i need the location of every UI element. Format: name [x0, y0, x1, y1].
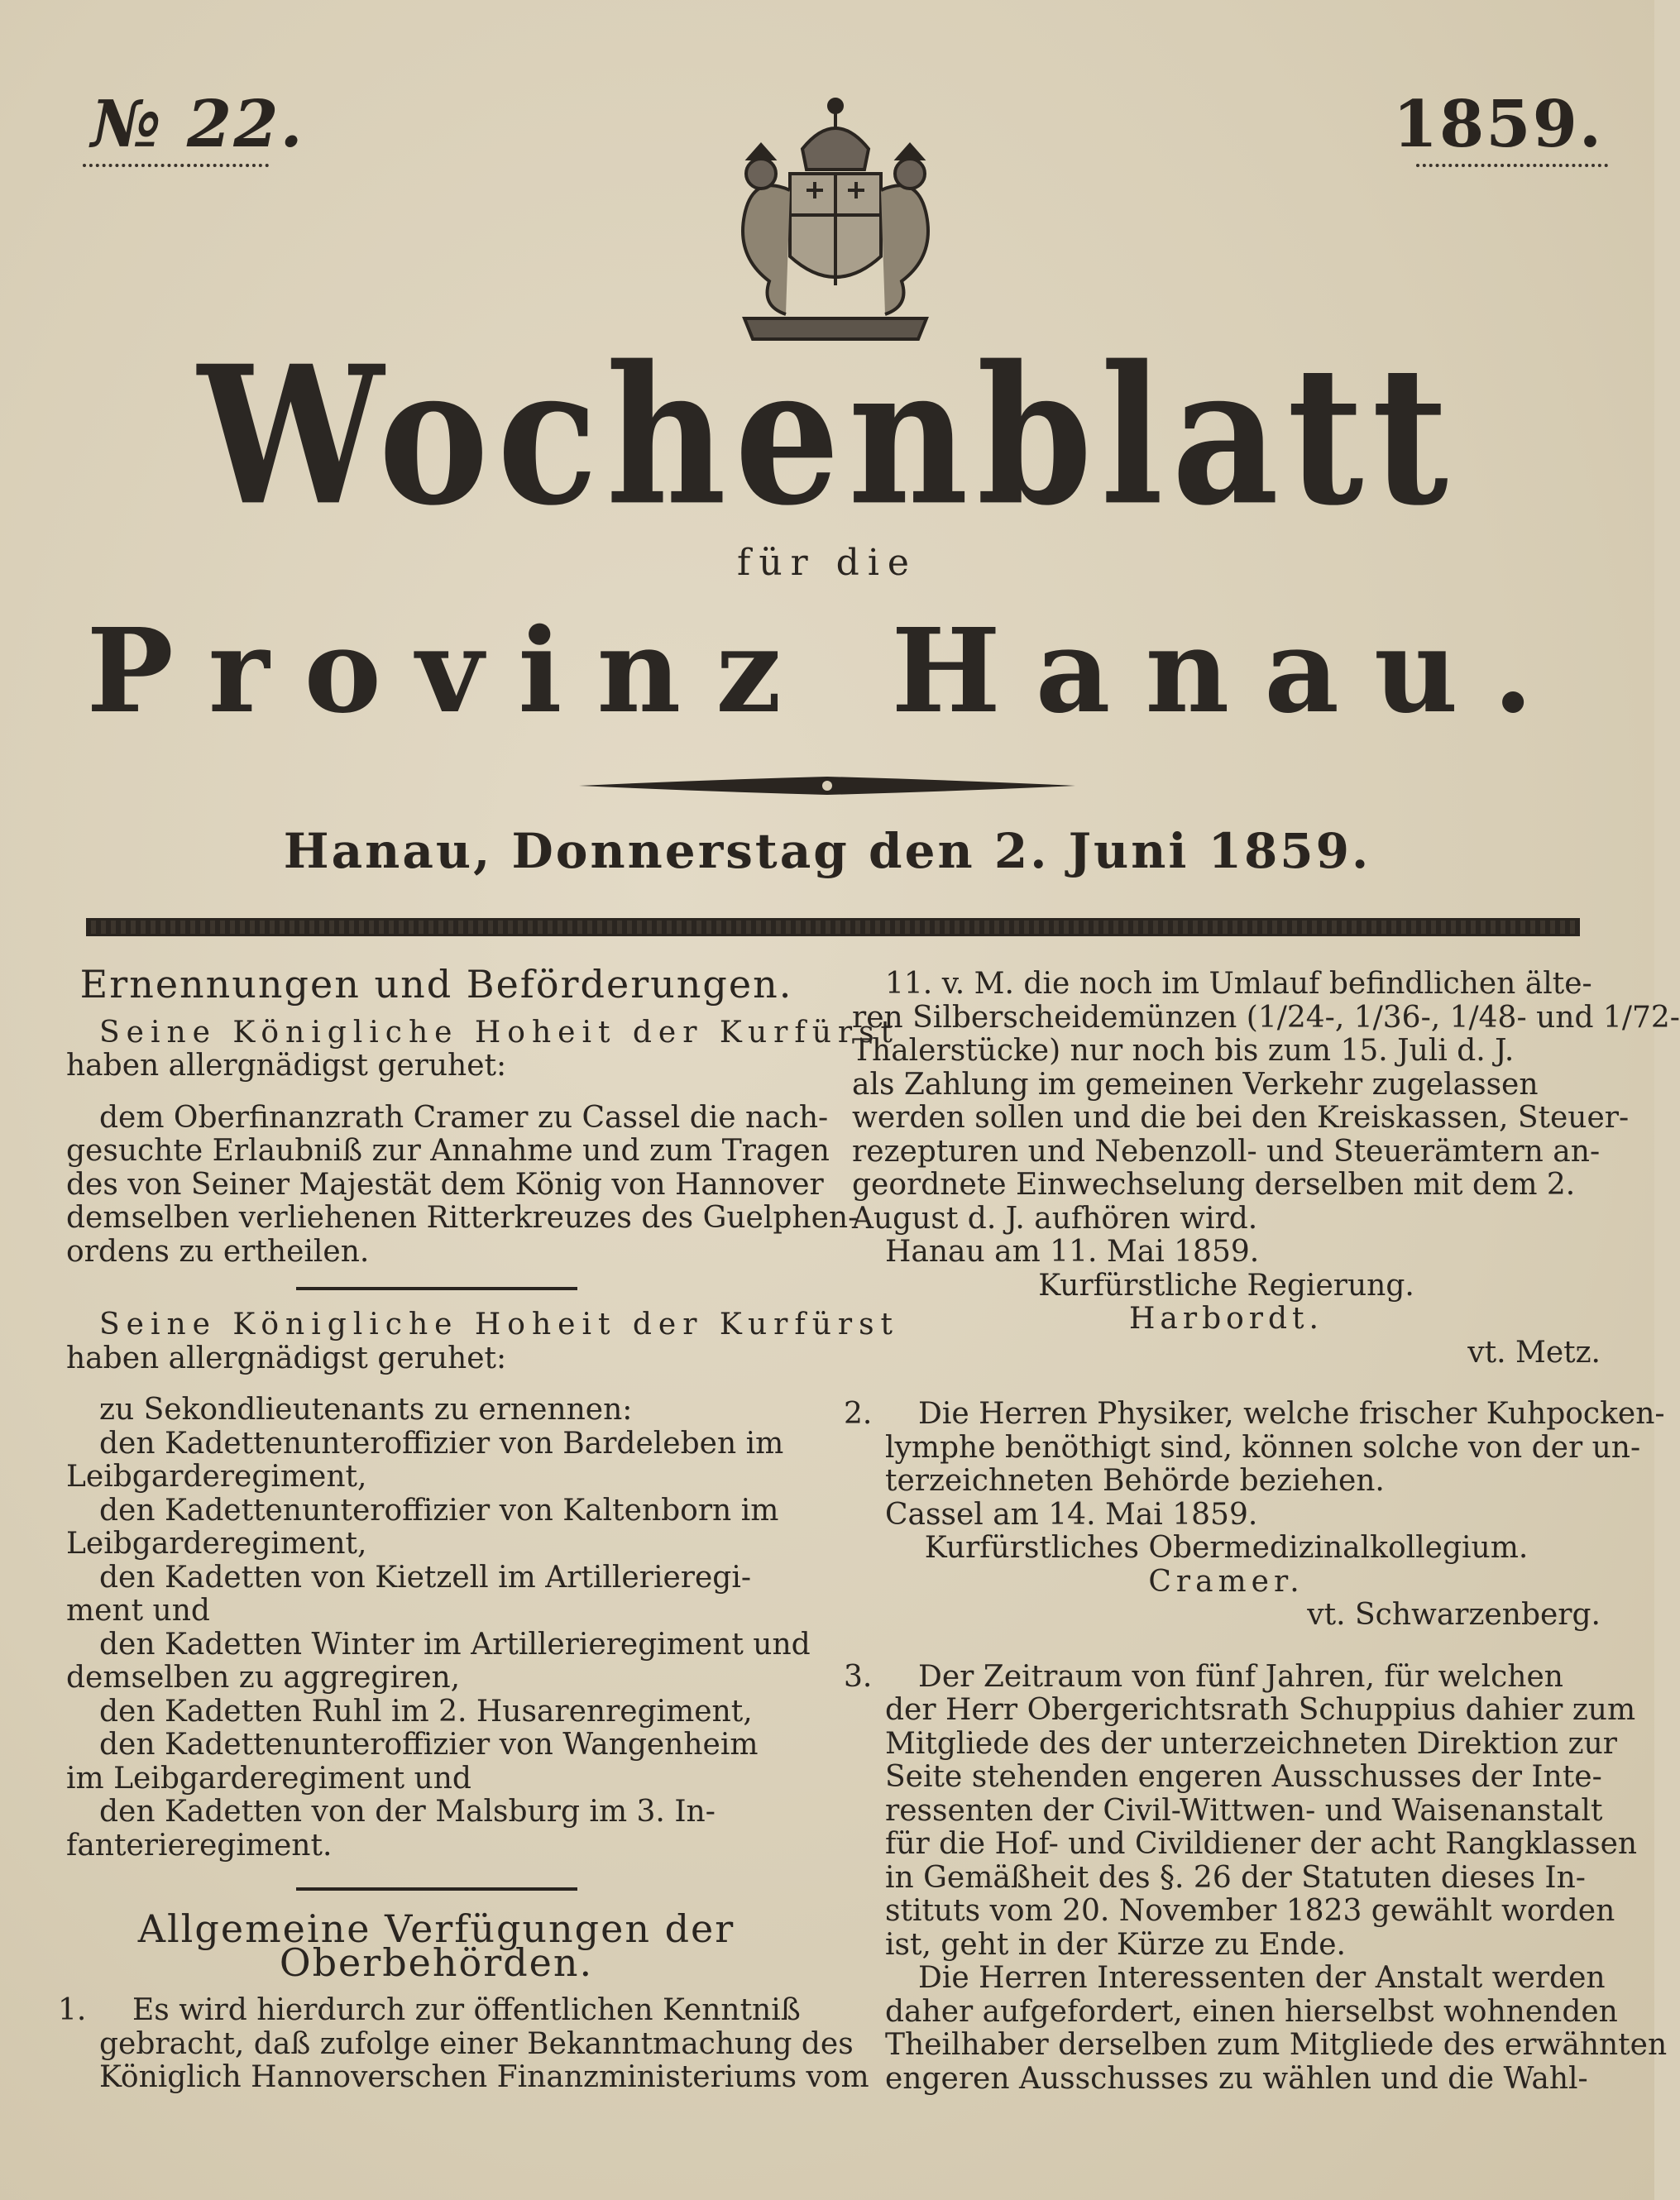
p1-line: dem Oberfinanzrath Cramer zu Cassel die nach- [99, 1100, 829, 1135]
p1-head: Seine Königliche Hoheit der Kurfürst [99, 1015, 900, 1050]
p2-line: den Kadettenunteroffizier von Wangenheim [99, 1728, 759, 1762]
p2-line: Leibgarderegiment, [66, 1460, 367, 1494]
cont-line: werden sollen und die bei den Kreiskassen, Steuer- [852, 1101, 1630, 1135]
cont-line: geordnete Einwechselung derselben mit dem 2. [852, 1168, 1576, 1202]
p2-line: den Kadetten Winter im Artillerieregiment und [99, 1627, 811, 1662]
item-3-line: engeren Ausschusses zu wählen und die Wahl- [885, 2061, 1588, 2096]
masthead-subtitle: Provinz Hanau. [86, 604, 1568, 739]
cont-vt: vt. Metz. [1467, 1335, 1601, 1370]
item-3-line: Der Zeitraum von fünf Jahren, für welchen [918, 1659, 1563, 1694]
item-1-line: gebracht, daß zufolge einer Bekanntmachung des [99, 2026, 854, 2061]
separator-rule [296, 1287, 577, 1290]
item-3-line: Die Herren Interessenten der Anstalt werden [918, 1961, 1606, 1995]
p2-line: fanterieregiment. [66, 1828, 333, 1863]
item-2-line: terzeichneten Behörde beziehen. [885, 1464, 1385, 1498]
p1-line: des von Seiner Majestät dem König von Hannover [66, 1167, 824, 1202]
p2-line: den Kadettenunteroffizier von Bardeleben im [99, 1426, 784, 1461]
p1-line: demselben verliehenen Ritterkreuzes des Guelphen- [66, 1201, 859, 1235]
right-column [844, 967, 1680, 2096]
item-1-line: Es wird hierdurch zur öffentlichen Kenntniß [132, 1993, 801, 2027]
p2-head: Seine Königliche Hoheit der Kurfürst [99, 1308, 900, 1342]
cont-authority: Kurfürstliche Regierung. [1038, 1268, 1414, 1303]
item-3-line: Mitgliede des der unterzeichneten Direktion zur [885, 1726, 1618, 1761]
issue-number: № 22. [91, 87, 304, 162]
item-3-line: daher aufgefordert, einen hierselbst wohnenden [885, 1994, 1618, 2029]
item-2-vt: vt. Schwarzenberg. [1307, 1598, 1601, 1632]
heavy-rule [86, 918, 1580, 936]
item-2-place: Cassel am 14. Mai 1859. [885, 1497, 1258, 1532]
item-3-line: Theilhaber derselben zum Mitgliede des erwähnten [885, 2028, 1668, 2062]
item-3-line: der Herr Obergerichtsrath Schuppius dahier zum [885, 1693, 1636, 1727]
ornamental-rule-icon [579, 773, 1075, 798]
p2-line: den Kadetten Ruhl im 2. Husarenregiment, [99, 1694, 753, 1729]
cont-line: Thalerstücke) nur noch bis zum 15. Juli d. J. [852, 1034, 1515, 1068]
item-2-signer: Cramer. [1148, 1564, 1304, 1599]
item-3-line: Seite stehenden engeren Ausschusses der Inte- [885, 1760, 1602, 1794]
p1-line: ordens zu ertheilen. [66, 1234, 370, 1269]
separator-rule [296, 1887, 577, 1891]
item-3-line: stituts vom 20. November 1823 gewählt worden [885, 1894, 1615, 1928]
item-number: 2. [844, 1397, 873, 1431]
item-3-line: in Gemäßheit des §. 26 der Statuten dieses In- [885, 1860, 1586, 1895]
p1-line: gesuchte Erlaubniß zur Annahme und zum Tragen [66, 1134, 830, 1168]
dotted-rule-right [1416, 164, 1608, 174]
item-3 [844, 1659, 1668, 2097]
cont-place: Hanau am 11. Mai 1859. [885, 1235, 1260, 1269]
cont-line: als Zahlung im gemeinen Verkehr zugelassen [852, 1067, 1539, 1102]
section-heading-general-orders: Allgemeine Verfügungen der Oberbehörden. [137, 1906, 735, 1985]
p2-line: Leibgarderegiment, [66, 1527, 367, 1561]
p2-line: den Kadetten von der Malsburg im 3. In- [99, 1795, 716, 1829]
item-2-line: Die Herren Physiker, welche frischer Kuhpocken- [918, 1397, 1665, 1431]
item-2-authority: Kurfürstliches Obermedizinalkollegium. [924, 1531, 1529, 1565]
section-heading-appointments: Ernennungen und Beförderungen. [79, 962, 793, 1007]
masthead-title: Wochenblatt [198, 324, 1457, 548]
item-number: 3. [844, 1659, 873, 1694]
item-1-line: Königlich Hannoverschen Finanzministeriums vom [99, 2060, 869, 2094]
cont-line: August d. J. aufhören wird. [852, 1201, 1258, 1236]
p2-line: im Leibgarderegiment und [66, 1761, 471, 1796]
item-2 [844, 1397, 1665, 1499]
cont-line: ren Silberscheidemünzen (1/24-, 1/36-, 1/48- und 1/72- [852, 1000, 1680, 1035]
item-2-line: lymphe benöthigt sind, können solche von der un- [885, 1430, 1641, 1465]
p2-line: den Kadettenunteroffizier von Kaltenborn im [99, 1493, 779, 1528]
p2-line: demselben zu aggregiren, [66, 1661, 461, 1695]
dateline: Hanau, Donnerstag den 2. Juni 1859. [283, 823, 1371, 879]
masthead-fuer-die: für die [737, 542, 917, 584]
p1-lead: haben allergnädigst geruhet: [66, 1049, 507, 1083]
cont-line: rezepturen und Nebenzoll- und Steuerämtern an- [852, 1134, 1601, 1169]
coat-of-arms-icon [711, 91, 960, 347]
cont-line: 11. v. M. die noch im Umlauf befindlichen älte- [885, 967, 1592, 1001]
cont-signer: Harbordt. [1129, 1302, 1323, 1336]
item-3-line: für die Hof- und Civildiener der acht Rangklassen [885, 1827, 1638, 1861]
item-1 [58, 1993, 869, 2095]
item-3-line: ist, geht in der Kürze zu Ende. [885, 1927, 1346, 1962]
item-3-line: ressenten der Civil-Wittwen- und Waisenanstalt [885, 1793, 1603, 1828]
issue-year: 1859. [1392, 87, 1603, 162]
p2-line: zu Sekondlieutenants zu ernennen: [99, 1393, 633, 1427]
item-number: 1. [58, 1993, 87, 2027]
dotted-rule-left [83, 164, 269, 174]
p2-lead: haben allergnädigst geruhet: [66, 1341, 507, 1375]
p2-line: ment und [66, 1594, 210, 1628]
left-column [58, 962, 900, 2095]
p2-line: den Kadetten von Kietzell im Artillerieregi- [99, 1560, 751, 1595]
